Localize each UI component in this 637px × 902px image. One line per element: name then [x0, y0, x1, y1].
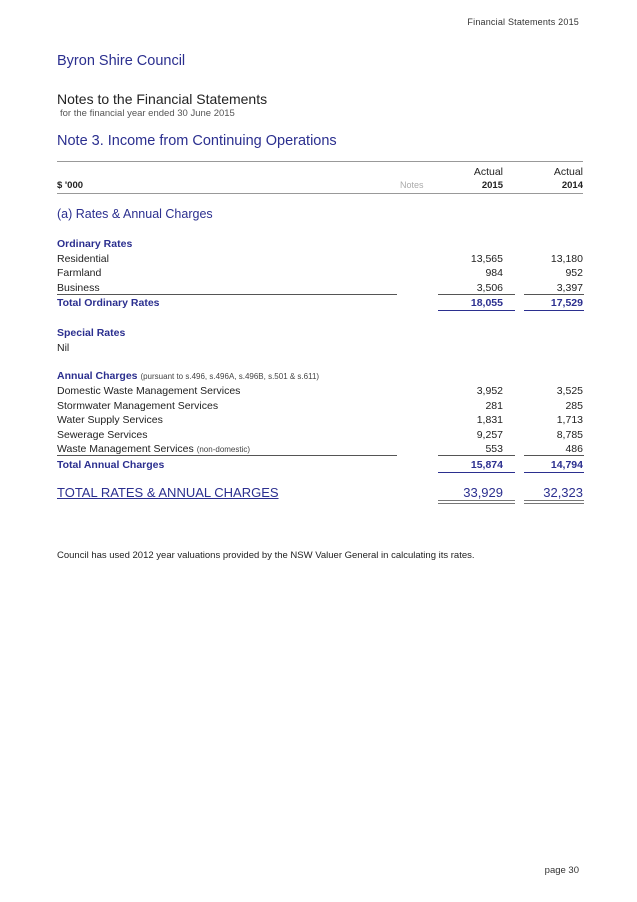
section-a-title: (a) Rates & Annual Charges	[57, 207, 213, 221]
table-top-rule	[57, 161, 583, 162]
row-water-supply-2015: 1,831	[476, 414, 503, 426]
row-sewerage-2014: 8,785	[556, 429, 583, 441]
total-annual-charges-2014: 14,794	[550, 459, 583, 471]
ordinary-total-2015-rule	[438, 310, 515, 311]
table-header-rule	[57, 193, 583, 194]
row-waste-management-2015: 553	[485, 443, 503, 455]
total-annual-charges-2015: 15,874	[470, 459, 503, 471]
row-sewerage-label: Sewerage Services	[57, 429, 148, 441]
col-2014-header-top: Actual	[553, 166, 583, 178]
row-business-2014: 3,397	[556, 282, 583, 294]
annual-2015-rule	[438, 455, 515, 456]
rates-valuation-footnote: Council has used 2012 year valuations provided by the NSW Valuer General in calculating its rates.	[57, 550, 475, 561]
row-residential-2015: 13,565	[470, 253, 503, 265]
row-waste-management-label	[57, 443, 250, 455]
ordinary-2015-rule	[438, 294, 515, 295]
total-ordinary-rates-label: Total Ordinary Rates	[57, 297, 160, 309]
row-waste-management-text: Waste Management Services	[57, 443, 194, 455]
annual-charges-title-text: Annual Charges	[57, 370, 138, 382]
row-residential-label: Residential	[57, 253, 109, 265]
row-stormwater-2014: 285	[565, 400, 583, 412]
col-2014-header-year: 2014	[561, 180, 583, 191]
annual-total-2014-rule	[524, 472, 584, 473]
row-water-supply-2014: 1,713	[556, 414, 583, 426]
col-2015-header-top: Actual	[473, 166, 503, 178]
total-annual-charges-label: Total Annual Charges	[57, 459, 165, 471]
annual-charges-legislation-note: (pursuant to s.496, s.496A, s.496B, s.501 & s.611)	[140, 372, 320, 381]
row-stormwater-2015: 281	[485, 400, 503, 412]
total-ordinary-rates-2015: 18,055	[470, 297, 503, 309]
note-title: Note 3. Income from Continuing Operations	[57, 133, 337, 149]
page-number: page 30	[544, 865, 579, 876]
row-stormwater-label: Stormwater Management Services	[57, 400, 219, 412]
grand-total-2015: 33,929	[463, 485, 503, 500]
annual-charges-title	[57, 370, 319, 382]
special-rates-value: Nil	[57, 342, 70, 354]
special-rates-title: Special Rates	[57, 327, 126, 339]
total-ordinary-rates-2014: 17,529	[550, 297, 583, 309]
row-domestic-waste-2015: 3,952	[476, 385, 503, 397]
row-farmland-2014: 952	[565, 267, 583, 279]
grand-total-2015-double-rule	[438, 500, 515, 504]
row-sewerage-2015: 9,257	[476, 429, 503, 441]
annual-2014-rule	[524, 455, 584, 456]
grand-total-label: TOTAL RATES & ANNUAL CHARGES	[57, 485, 279, 500]
row-business-2015: 3,506	[476, 282, 503, 294]
row-waste-management-note: (non-domestic)	[196, 445, 251, 454]
ordinary-total-2014-rule	[524, 310, 584, 311]
currency-label: $ '000	[57, 180, 84, 191]
notes-column-header: Notes	[400, 180, 424, 190]
row-water-supply-label: Water Supply Services	[57, 414, 163, 426]
document-header: Financial Statements 2015	[467, 17, 579, 27]
notes-title: Notes to the Financial Statements	[57, 91, 268, 107]
row-farmland-2015: 984	[485, 267, 503, 279]
annual-label-rule	[57, 455, 397, 456]
ordinary-2014-rule	[524, 294, 584, 295]
row-farmland-label: Farmland	[57, 267, 102, 279]
row-residential-2014: 13,180	[550, 253, 583, 265]
annual-total-2015-rule	[438, 472, 515, 473]
row-waste-management-2014: 486	[565, 443, 583, 455]
notes-subtitle: for the financial year ended 30 June 2015	[60, 108, 235, 119]
row-domestic-waste-2014: 3,525	[556, 385, 583, 397]
grand-total-2014: 32,323	[543, 485, 583, 500]
grand-total-2014-double-rule	[524, 500, 584, 504]
row-domestic-waste-label: Domestic Waste Management Services	[57, 385, 241, 397]
organisation-name: Byron Shire Council	[57, 53, 186, 69]
ordinary-label-rule	[57, 294, 397, 295]
ordinary-rates-title: Ordinary Rates	[57, 238, 133, 250]
col-2015-header-year: 2015	[481, 180, 503, 191]
row-business-label: Business	[57, 282, 100, 294]
